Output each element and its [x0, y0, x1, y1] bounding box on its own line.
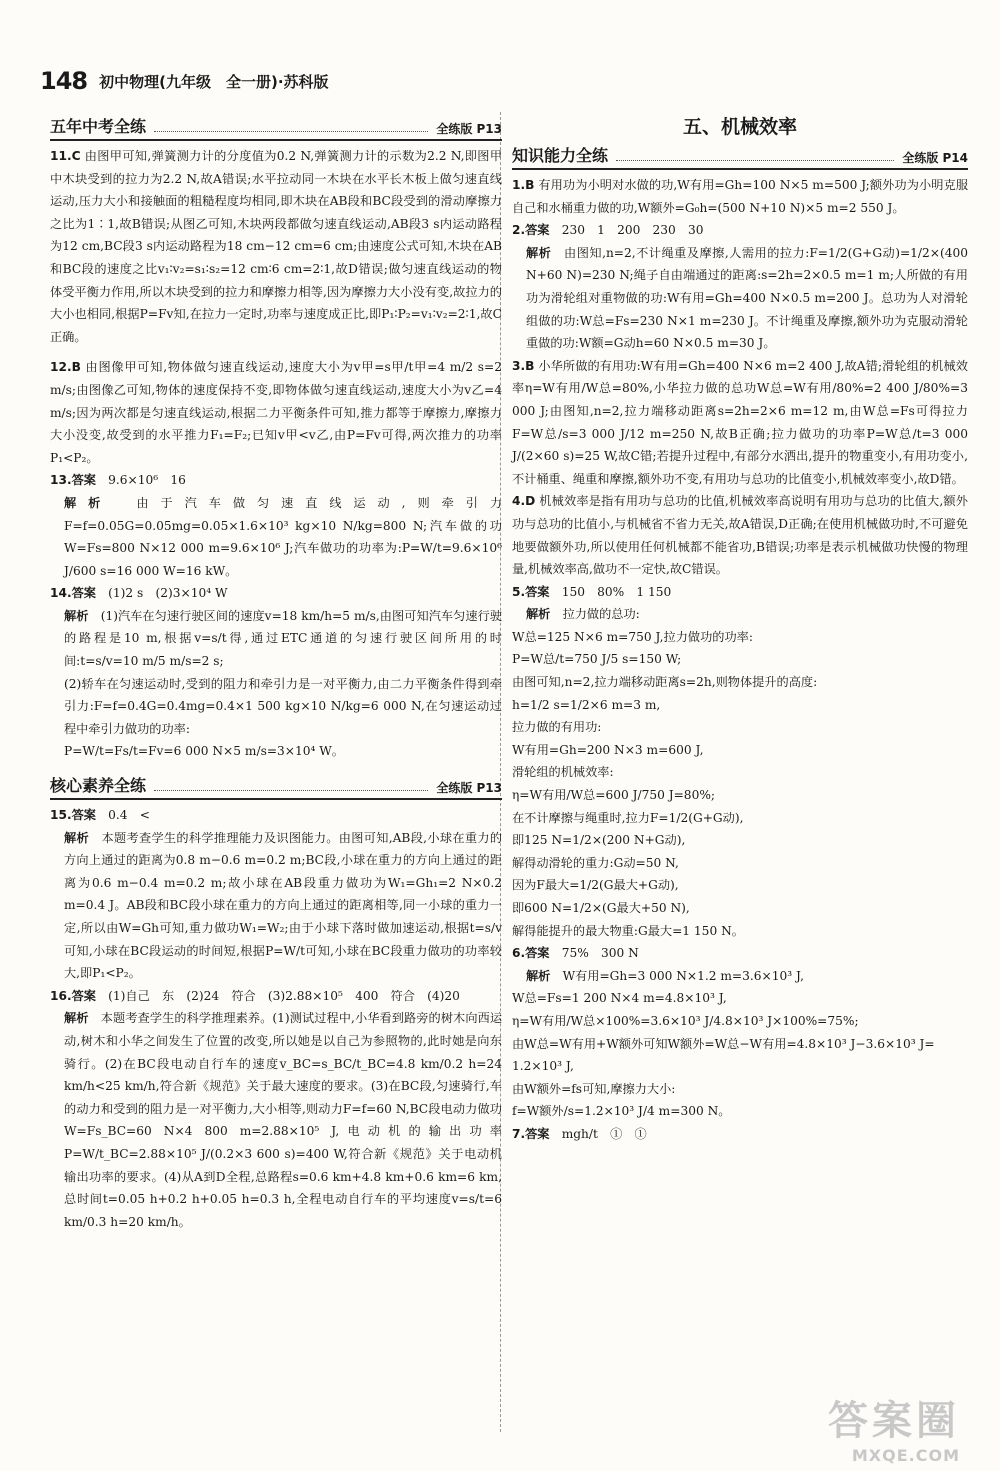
chapter-title: 五、机械效率: [682, 116, 797, 138]
question-number: 2.: [512, 223, 526, 238]
question-1: [512, 174, 968, 219]
question-14-explanation-1: [50, 605, 502, 673]
question-6-answer: [512, 942, 968, 965]
question-16-explanation: [50, 1007, 502, 1233]
question-5-explanation: [512, 603, 968, 626]
spacer: [50, 348, 502, 356]
explanation-text: 由于汽车做匀速直线运动,则牵引力F=f=0.05G=0.05mg=0.05×1.6×10³ kg×10 N/kg=800 N;汽车做的功W=Fs=800 N×12 000 m=9.6×10⁶ J;汽车做功的功率为:P=W/t=9.6×10⁶ J/600 s=16 000 W=16 kW。: [64, 495, 503, 578]
question-number: 7.: [512, 1126, 526, 1141]
section-ref: 全练版 P14: [902, 151, 968, 165]
section-header-knowledge: [512, 143, 968, 170]
watermark-text: 答案圈: [828, 1398, 960, 1444]
explanation-text: 由图像甲可知,物体做匀速直线运动,速度大小为v甲=s甲/t甲=4 m/2 s=2 m/s;由图像乙可知,物体的速度保持不变,即物体做匀速直线运动,速度大小为v乙=4 m/s;因为两次都是匀速直线运动,根据二力平衡条件可知,推力都等于摩擦力,摩擦力大小没变,故受到的水平推力F₁=F₂;已知v甲<v乙,由P=Fv可得,两次推力的功率P₁<P₂。: [50, 360, 502, 465]
question-6-explanation: [512, 965, 968, 988]
answer-tag: 答案: [525, 223, 550, 238]
question-number: 5.: [512, 584, 526, 599]
answer-text: 75% 300 N: [561, 946, 639, 961]
page-header: [40, 64, 329, 98]
right-column: [512, 112, 968, 1146]
explanation-tag: 解析: [64, 830, 89, 845]
question-number: 12.B: [50, 360, 81, 375]
explanation-line: W总=125 N×6 m=750 J,拉力做功的功率:: [512, 629, 753, 644]
explanation-line: 由图可知,n=2,拉力端移动距离s=2h,则物体提升的高度:: [512, 675, 818, 690]
question-number: 4.D: [512, 494, 536, 509]
answer-text: mgh/t ① ①: [561, 1126, 647, 1141]
answer-text: 0.4 <: [108, 808, 150, 823]
explanation-text: 本题考查学生的科学推理能力及识图能力。由图可知,AB段,小球在重力的方向上通过的距离为0.8 m−0.6 m=0.2 m;BC段,小球在重力的方向上通过的距离为0.6 m−0.4 m=0.2 m;故小球在AB段重力做功为W₁=Gh₁=2 N×0.2 m=0.4 J。AB段和BC段小球在重力的方向上通过的距离相等,同一小球的重力一定,所以由W=Gh可知,重力做功W₁=W₂;由于小球下落时做加速运动,根据t=s/v可知,小球在BC段运动的时间短,根据P=W/t可知,小球在BC段重力做功的功率较大,即P₁<P₂。: [64, 830, 503, 981]
section-header-five-year: [50, 114, 502, 141]
explanation-text: 小华所做的有用功:W有用=Gh=400 N×6 m=2 400 J,故A错;滑轮组的机械效率η=W有用/W总=80%,小华拉力做的总功W总=W有用/80%=2 400 J/80%=3 000 J;由图知,n=2,拉力端移动距离s=2h=2×6 m=12 m,由W总=Fs可得拉力F=W总/s=3 000 J/12 m=250 N,故B正确;拉力做功的功率P=W总/t=3 000 J/(2×60 s)=25 W,故C错;若提升过程中,有部分水洒出,提升的物重变小,有用功变小,不计桶重、绳重和摩擦,额外功不变,有用功与总功的比值变小,机械效率变小,故D错。: [512, 358, 968, 486]
explanation-line: P=W总/t=750 J/5 s=150 W;: [512, 652, 682, 667]
answer-tag: 答案: [525, 584, 550, 599]
explanation-text: (1)汽车在匀速行驶区间的速度v=18 km/h=5 m/s,由图可知汽车匀速行驶的路程是10 m,根据v=s/t得,通过ETC通道的匀速行驶区间所用的时间:t=s/v=10 m/5 m/s=2 s;: [64, 608, 503, 669]
explanation-tag: 解析: [64, 495, 113, 510]
explanation-line: 解得动滑轮的重力:G动=50 N,: [512, 855, 679, 870]
leader-dots: [616, 160, 894, 161]
question-number: 16.: [50, 988, 72, 1003]
leader-dots: [154, 131, 428, 132]
question-number: 14.: [50, 586, 72, 601]
explanation-text: 由图甲可知,弹簧测力计的分度值为0.2 N,弹簧测力计的示数为2.2 N,即图甲中木块受到的拉力为2.2 N,故A错误;水平拉动同一木块在水平长木板上做匀速直线运动,压力大小和接触面的粗糙程度均相同,即木块在AB段和BC段受到的滑动摩擦力之比为1∶1,故B错误;从图乙可知,木块两段都做匀速直线运动,AB段3 s内运动路程为12 cm,BC段3 s内运动路程为18 cm−12 cm=6 cm;由速度公式可知,木块在AB和BC段的速度之比v₁∶v₂=s₁∶s₂=12 cm∶6 cm=2∶1,故D错误;做匀速直线运动的物体受平衡力作用,所以木块受到的拉力和摩擦力相等,因为摩擦力大小没有变,故拉力的大小也相同,根据P=Fv知,在拉力一定时,功率与速度成正比,即P₁∶P₂=v₁∶v₂=2∶1,故C正确。: [50, 149, 503, 344]
explanation-text: 机械效率是指有用功与总功的比值,机械效率高说明有用功与总功的比值大,额外功与总功的比值小,与机械省不省力无关,故A错误,D正确;在使用机械做功时,不可避免地要做额外功,所以使用任何机械都不能省功,B错误;功率是表示机械做功快慢的物理量,机械效率高,做功不一定快,故C错误。: [512, 494, 968, 577]
section-ref: 全练版 P13: [436, 122, 502, 136]
page-number: 148: [40, 67, 88, 95]
explanation-line: 在不计摩擦与绳重时,拉力F=1/2(G+G动),: [512, 810, 744, 825]
question-14-explanation-2: (2)轿车在匀速运动时,受到的阻力和牵引力是一对平衡力,由二力平衡条件得到牵引力:F=f=0.4G=0.4mg=0.4×1 500 kg×10 N/kg=6 000 N,在匀速运动过程中牵引力做功的功率:: [64, 676, 502, 736]
question-2-answer: [512, 219, 968, 242]
answer-text: 150 80% 1 150: [561, 584, 672, 599]
answer-tag: 答案: [71, 808, 96, 823]
question-14-answer: [50, 582, 502, 605]
explanation-line: h=1/2 s=1/2×6 m=3 m,: [512, 697, 661, 712]
leader-dots: [154, 790, 428, 791]
explanation-text: 由图知,n=2,不计绳重及摩擦,人需用的拉力:F=1/2(G+G动)=1/2×(400 N+60 N)=230 N;绳子自由端通过的距离:s=2h=2×0.5 m=1 m;人所做的有用功为滑轮组对重物做的功:W有用=Gh=400 N×0.5 m=200 J。总功为人对滑轮组做的功:W总=Fs=230 N×1 m=230 J。不计绳重及摩擦,额外功为克服动滑轮重做的功:W额=G动h=60 N×0.5 m=30 J。: [526, 245, 969, 351]
explanation-line: f=W额外/s=1.2×10³ J/4 m=300 N。: [512, 1104, 731, 1119]
explanation-line: 拉力做的有用功:: [512, 720, 602, 735]
question-12: [50, 356, 502, 469]
explanation-text: 本题考查学生的科学推理素养。(1)测试过程中,小华看到路旁的树木向西运动,树木和小华之间发生了位置的改变,所以她是以自己为参照物的,此时她是向东骑行。(2)在BC段电动自行车的速度v_BC=s_BC/t_BC=4.8 km/0.2 h=24 km/h<25 km/h,符合新《规范》关于最大速度的要求。(3)在BC段,匀速骑行,车的动力和受到的阻力是一对平衡力,大小相等,则动力F=f=60 N,BC段电动力做功W=Fs_BC=60 N×4 800 m=2.88×10⁵ J,电动机的输出功率P=W/t_BC=2.88×10⁵ J/(0.2×3 600 s)=400 W,符合新《规范》关于电动机输出功率的要求。(4)从A到D全程,总路程s=0.6 km+4.8 km+0.6 km=6 km,总时间t=0.05 h+0.2 h+0.05 h=0.3 h,全程电动自行车的平均速度v=s/t=6 km/0.3 h=20 km/h。: [64, 1011, 503, 1229]
explanation-tag: 解析: [64, 1011, 89, 1026]
question-number: 3.B: [512, 358, 535, 373]
answer-text: (1)自己 东 (2)24 符合 (3)2.88×10⁵ 400 符合 (4)20: [108, 988, 460, 1003]
explanation-line: 由W额外=fs可知,摩擦力大小:: [512, 1081, 676, 1096]
question-number: 13.: [50, 473, 72, 488]
question-number: 1.B: [512, 178, 535, 192]
question-14-formula: P=W/t=Fs/t=Fv=6 000 N×5 m/s=3×10⁴ W。: [64, 744, 344, 759]
answer-text: 9.6×10⁶ 16: [108, 473, 186, 488]
question-4: [512, 490, 968, 580]
question-11: [50, 145, 502, 348]
explanation-tag: 解析: [64, 608, 89, 623]
explanation-tag: 解析: [526, 607, 551, 622]
answer-tag: 答案: [525, 1126, 550, 1141]
answer-text: 230 1 200 230 30: [561, 223, 704, 238]
explanation-line: η=W有用/W总=600 J/750 J=80%;: [512, 788, 716, 803]
question-5-answer: [512, 581, 968, 604]
section-title: 知识能力全练: [512, 146, 609, 165]
left-column: [50, 112, 502, 1233]
watermark-logo: [828, 1389, 960, 1465]
question-3: [512, 355, 968, 491]
explanation-line: 解得能提升的最大物重:G最大=1 150 N。: [512, 923, 744, 938]
question-16-answer: [50, 985, 502, 1008]
answer-tag: 答案: [71, 473, 96, 488]
answer-tag: 答案: [525, 946, 550, 961]
explanation-line: W有用=Gh=3 000 N×1.2 m=3.6×10³ J,: [562, 968, 805, 983]
book-title: 初中物理(九年级 全一册)·苏科版: [99, 72, 329, 91]
question-15-explanation: [50, 827, 502, 985]
explanation-line: 拉力做的总功:: [562, 607, 640, 622]
answer-tag: 答案: [71, 586, 96, 601]
explanation-line: 由W总=W有用+W额外可知W额外=W总−W有用=4.8×10³ J−3.6×10³ J=: [512, 1036, 935, 1051]
answer-text: (1)2 s (2)3×10⁴ W: [108, 586, 228, 601]
explanation-text: 有用功为小明对水做的功,W有用=Gh=100 N×5 m=500 J;额外功为小明克服自己和水桶重力做的功,W额外=G₀h=(500 N+10 N)×5 m=2 550 J。: [512, 178, 969, 215]
question-number: 15.: [50, 808, 72, 823]
question-13-answer: [50, 469, 502, 492]
section-title: 五年中考全练: [50, 117, 147, 136]
explanation-tag: 解析: [526, 245, 552, 260]
answer-tag: 答案: [71, 988, 96, 1003]
explanation-line: η=W有用/W总×100%=3.6×10³ J/4.8×10³ J×100%=75%;: [512, 1013, 859, 1028]
section-ref: 全练版 P13: [436, 781, 502, 796]
explanation-line: W总=Fs=1 200 N×4 m=4.8×10³ J,: [512, 991, 727, 1006]
spacer: [50, 763, 502, 771]
question-number: 11.C: [50, 149, 81, 163]
explanation-line: W有用=Gh=200 N×3 m=600 J,: [512, 742, 704, 757]
explanation-line: 1.2×10³ J,: [512, 1059, 574, 1074]
explanation-line: 因为F最大=1/2(G最大+G动),: [512, 878, 679, 893]
question-15-answer: [50, 804, 502, 827]
section-title: 核心素养全练: [50, 776, 147, 796]
explanation-line: 即125 N=1/2×(200 N+G动),: [512, 833, 686, 848]
section-header-core: [50, 773, 502, 800]
question-number: 6.: [512, 946, 526, 961]
question-7-answer: [512, 1123, 968, 1146]
question-13-explanation: [50, 492, 502, 582]
question-2-explanation: [512, 242, 968, 355]
explanation-tag: 解析: [526, 968, 551, 983]
watermark-url: MXQE.COM: [851, 1446, 960, 1465]
explanation-line: 即600 N=1/2×(G最大+50 N),: [512, 901, 690, 915]
explanation-line: 滑轮组的机械效率:: [512, 765, 614, 780]
